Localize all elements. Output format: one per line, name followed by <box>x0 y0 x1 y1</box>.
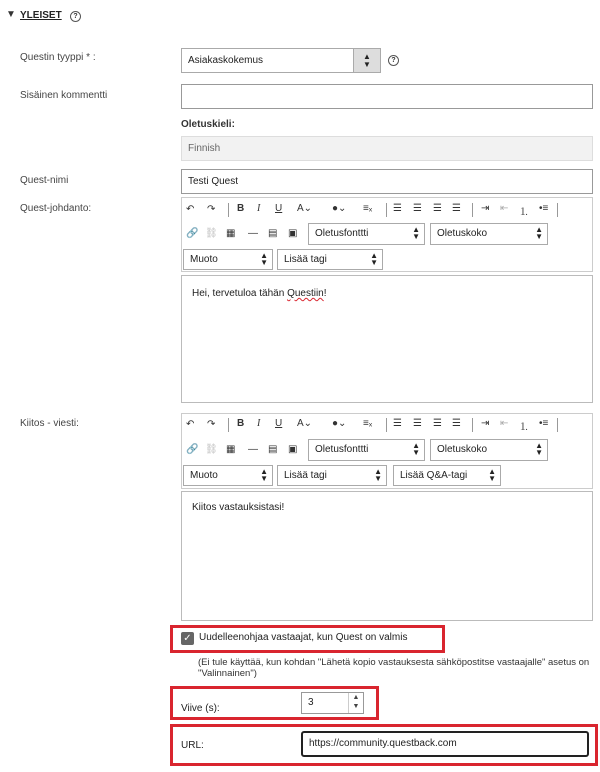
format-select[interactable] <box>183 249 273 270</box>
horizontal-rule-icon[interactable]: — <box>248 444 258 455</box>
clear-format-icon[interactable]: ≡ₓ <box>363 203 373 214</box>
quest-name-label: Quest-nimi <box>20 175 69 186</box>
intro-text-misspelled: Questiin <box>287 288 324 299</box>
align-left-icon[interactable]: ☰ <box>393 203 402 214</box>
type-label: Questin tyyppi * : <box>20 52 96 63</box>
intro-text-end: ! <box>323 288 327 299</box>
bold-icon[interactable]: B <box>237 203 245 214</box>
align-right-icon[interactable]: ☰ <box>433 203 442 214</box>
intro-editor-content[interactable] <box>181 275 593 403</box>
thanks-text: Kiitos vastauksistasi! <box>192 502 285 513</box>
indent-icon[interactable]: ⇥ <box>481 418 490 429</box>
internal-comment-label: Sisäinen kommentti <box>20 90 108 101</box>
default-lang-header: Oletuskieli: <box>181 119 235 130</box>
font-family-select[interactable] <box>308 439 425 461</box>
default-lang-field: Finnish <box>181 136 593 161</box>
italic-icon[interactable]: I <box>257 203 261 214</box>
tag-value: Lisää tagi <box>284 254 327 265</box>
undo-icon[interactable]: ↶ <box>186 419 195 430</box>
align-justify-icon[interactable]: ☰ <box>452 203 461 214</box>
font-family-value: Oletusfonttti <box>315 444 369 455</box>
url-input[interactable] <box>301 731 589 757</box>
align-left-icon[interactable]: ☰ <box>393 418 402 429</box>
numbered-list-icon[interactable]: ⒈ <box>519 422 529 433</box>
table-icon[interactable]: ▦ <box>226 228 236 239</box>
font-color-icon[interactable]: A⌄ <box>297 203 313 214</box>
highlight-color-icon[interactable]: ●⌄ <box>332 418 347 429</box>
font-family-select[interactable] <box>308 223 425 245</box>
unlink-icon[interactable]: ⛓ <box>205 228 218 239</box>
redo-icon[interactable]: ↷ <box>207 419 216 430</box>
font-family-value: Oletusfonttti <box>315 228 369 239</box>
font-color-icon[interactable]: A⌄ <box>297 418 313 429</box>
indent-icon[interactable]: ⇥ <box>481 203 490 214</box>
format-value: Muoto <box>190 470 218 481</box>
align-justify-icon[interactable]: ☰ <box>452 418 461 429</box>
image-icon[interactable]: ▣ <box>288 228 298 239</box>
internal-comment-input[interactable] <box>181 84 593 109</box>
delay-input[interactable] <box>301 692 364 714</box>
delay-label: Viive (s): <box>181 703 220 714</box>
quest-name-input[interactable]: Testi Quest <box>181 169 593 194</box>
url-label: URL: <box>181 740 204 751</box>
outdent-icon[interactable]: ⇤ <box>500 203 509 214</box>
select-arrows-icon: ▲ ▼ <box>535 225 543 241</box>
numbered-list-icon[interactable]: ⒈ <box>519 207 529 218</box>
tag-select[interactable] <box>277 465 387 486</box>
select-arrows-icon: ▲ ▼ <box>412 225 420 241</box>
delay-value: 3 <box>308 697 314 708</box>
image-icon[interactable]: ▣ <box>288 444 298 455</box>
undo-icon[interactable]: ↶ <box>186 204 195 215</box>
horizontal-rule-icon[interactable]: — <box>248 228 258 239</box>
help-circle-icon[interactable]: ? <box>70 11 81 22</box>
select-arrows-icon: ▲ ▼ <box>535 441 543 457</box>
type-help-icon[interactable]: ? <box>388 55 399 66</box>
align-center-icon[interactable]: ☰ <box>413 418 422 429</box>
table-icon[interactable]: ▦ <box>226 444 236 455</box>
spinner-arrows-icon[interactable]: ▲ ▼ <box>348 693 363 713</box>
select-arrows-icon: ▲ ▼ <box>412 441 420 457</box>
section-title[interactable]: YLEISET <box>20 10 62 21</box>
align-center-icon[interactable]: ☰ <box>413 203 422 214</box>
font-size-value: Oletuskoko <box>437 444 488 455</box>
redirect-note: (Ei tule käyttää, kun kohdan "Lähetä kopio vastauksesta sähköpostitse vastaajalle" asetus on "Valinnainen") <box>198 657 590 679</box>
thanks-editor-content[interactable] <box>181 491 593 621</box>
font-size-select[interactable] <box>430 223 548 245</box>
redirect-checkbox-label: Uudelleenohjaa vastaajat, kun Quest on valmis <box>199 632 408 643</box>
italic-icon[interactable]: I <box>257 418 261 429</box>
tag-select[interactable] <box>277 249 383 270</box>
qa-tag-select[interactable] <box>393 465 501 486</box>
link-icon[interactable]: 🔗 <box>186 228 199 239</box>
format-select[interactable] <box>183 465 273 486</box>
select-arrows-icon: ▲ ▼ <box>260 467 268 483</box>
redo-icon[interactable]: ↷ <box>207 204 216 215</box>
select-arrows-icon: ▲ ▼ <box>488 467 496 483</box>
underline-icon[interactable]: U <box>275 203 283 214</box>
select-arrows-icon: ▲ ▼ <box>374 467 382 483</box>
document-icon[interactable]: ▤ <box>268 444 278 455</box>
unlink-icon[interactable]: ⛓ <box>205 444 218 455</box>
underline-icon[interactable]: U <box>275 418 283 429</box>
clear-format-icon[interactable]: ≡ₓ <box>363 418 373 429</box>
redirect-checkbox[interactable]: ✓ <box>181 632 194 645</box>
url-value: https://community.questback.com <box>309 738 457 749</box>
type-select-value: Asiakaskokemus <box>188 55 264 66</box>
collapse-triangle-icon[interactable]: ▼ <box>6 9 16 20</box>
bullet-list-icon[interactable]: •≡ <box>539 203 549 214</box>
intro-text: Hei, tervetuloa tähän <box>192 288 288 299</box>
format-value: Muoto <box>190 254 218 265</box>
font-size-select[interactable] <box>430 439 548 461</box>
select-arrows-icon: ▲ ▼ <box>370 251 378 267</box>
qa-tag-value: Lisää Q&A-tagi <box>400 470 468 481</box>
outdent-icon[interactable]: ⇤ <box>500 418 509 429</box>
highlight-color-icon[interactable]: ●⌄ <box>332 203 347 214</box>
font-size-value: Oletuskoko <box>437 228 488 239</box>
bullet-list-icon[interactable]: •≡ <box>539 418 549 429</box>
thanks-label: Kiitos - viesti: <box>20 418 79 429</box>
align-right-icon[interactable]: ☰ <box>433 418 442 429</box>
select-arrows-icon: ▲ ▼ <box>353 49 380 72</box>
link-icon[interactable]: 🔗 <box>186 444 199 455</box>
bold-icon[interactable]: B <box>237 418 245 429</box>
tag-value: Lisää tagi <box>284 470 327 481</box>
intro-label: Quest-johdanto: <box>20 203 92 214</box>
select-arrows-icon: ▲ ▼ <box>260 251 268 267</box>
type-select[interactable] <box>181 48 381 73</box>
document-icon[interactable]: ▤ <box>268 228 278 239</box>
